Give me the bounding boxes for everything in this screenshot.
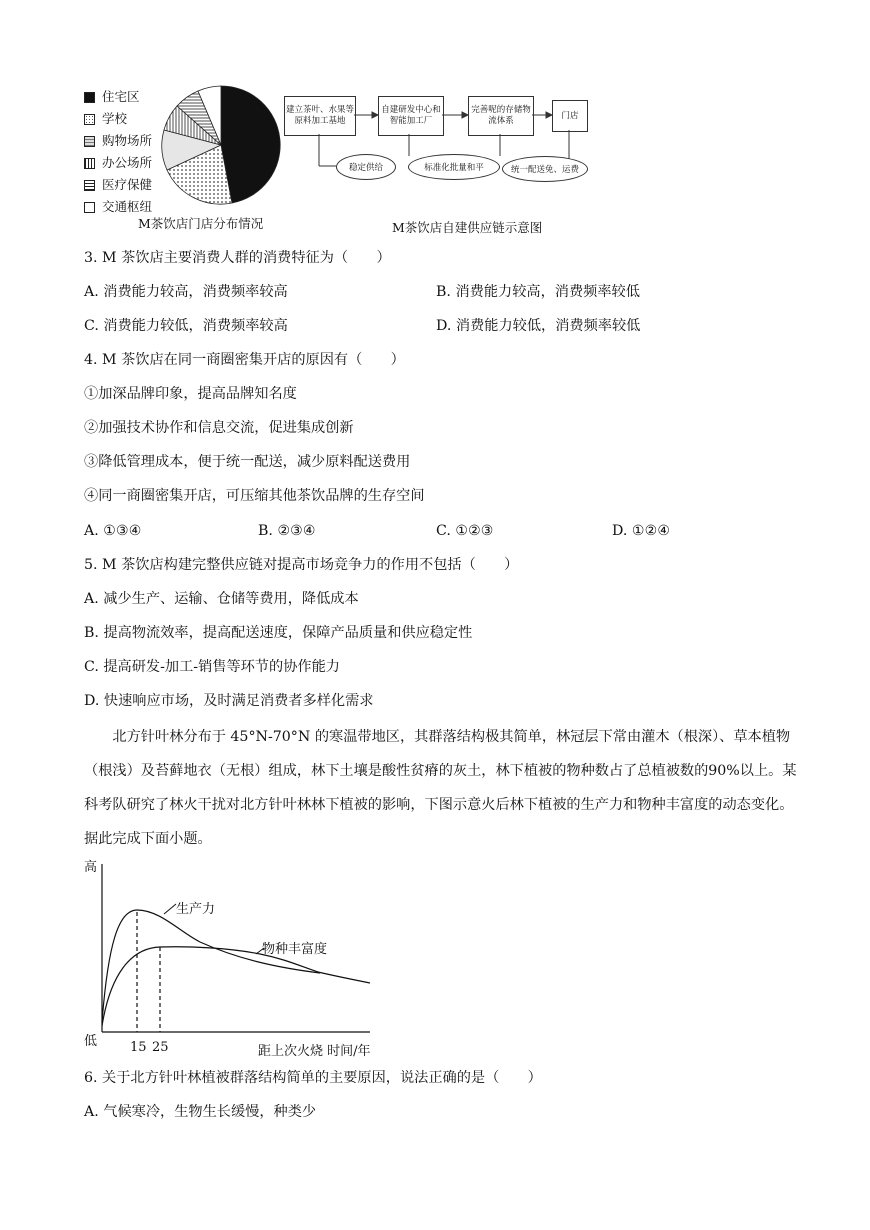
q4-option-a: A. ①③④ <box>84 523 142 539</box>
supply-chain-diagram <box>284 92 604 192</box>
q4-option-c: C. ①②③ <box>436 523 494 539</box>
series-productivity-line <box>102 910 320 1022</box>
x-axis-label: 距上次火烧 时间/年 <box>258 1044 371 1059</box>
flow-ellipse-standard: 标准化批量和平 <box>408 154 500 180</box>
flow-box-store: 门店 <box>552 100 588 132</box>
q3-option-b: B. 消费能力较高，消费频率较低 <box>436 284 640 300</box>
q5-option-c: C. 提高研发-加工-销售等环节的协作能力 <box>84 659 340 675</box>
q4-statement-4: ④同一商圈密集开店，可压缩其他茶饮品牌的生存空间 <box>84 488 425 504</box>
x-tick-25: 25 <box>152 1040 169 1055</box>
q4-stem: 4. M 茶饮店在同一商圈密集开店的原因有（ ） <box>84 352 405 368</box>
q4-statement-2: ②加强技术协作和信息交流，促进集成创新 <box>84 420 354 436</box>
productivity-leader <box>164 904 176 914</box>
q4-option-b: B. ②③④ <box>258 523 316 539</box>
legend-swatch <box>84 136 95 147</box>
legend-label: 住宅区 <box>102 89 140 104</box>
flow-ellipse-supply: 稳定供给 <box>336 154 396 180</box>
series-label-richness: 物种丰富度 <box>262 942 328 957</box>
q6-option-a: A. 气候寒冷，生物生长缓慢，种类少 <box>84 1104 317 1120</box>
q4-statement-1: ①加深品牌印象，提高品牌知名度 <box>84 386 297 402</box>
y-label-high: 高 <box>84 860 98 875</box>
legend-swatch <box>84 158 95 169</box>
flow-box-logistics: 完善呢的存储物流体系 <box>468 96 534 136</box>
legend-item <box>84 130 152 152</box>
q6-stem: 6. 关于北方针叶林植被群落结构简单的主要原因，说法正确的是（ ） <box>84 1070 542 1086</box>
legend-item <box>84 174 152 196</box>
q5-stem: 5. M 茶饮店构建完整供应链对提高市场竞争力的作用不包括（ ） <box>84 557 519 573</box>
q5-option-a: A. 减少生产、运输、仓储等费用，降低成本 <box>84 591 359 607</box>
pie-chart <box>160 84 282 206</box>
legend-label: 交通枢纽 <box>102 199 153 214</box>
legend-label: 办公场所 <box>102 155 153 170</box>
q4-option-d: D. ①②④ <box>612 523 671 539</box>
passage: 北方针叶林分布于 45°N-70°N 的寒温带地区，其群落结构极其简单，林冠层下常由灌木（根深）、草本植物（根浅）及苔藓地衣（无根）组成，林下土壤是酸性贫瘠的灰土，林下植被的物种数占了总植被数的90%以上。某科考队研究了林火干扰对北方针叶林林下植被的影响，下图示意火后林下植被的生产力和物种丰富度的动态变化。据此完成下面小题。 <box>84 729 797 847</box>
x-tick-15: 15 <box>130 1040 147 1055</box>
series-richness-line <box>102 947 370 1026</box>
flow-ellipse-delivery: 统一配送免、运费 <box>502 156 588 182</box>
y-label-low: 低 <box>84 1034 98 1049</box>
line-chart <box>80 856 380 1056</box>
q3-option-c: C. 消费能力较低，消费频率较高 <box>84 318 288 334</box>
legend-label: 学校 <box>102 111 128 126</box>
flow-caption: M茶饮店自建供应链示意图 <box>392 220 543 235</box>
flow-box-rnd: 自建研发中心和智能加工厂 <box>378 96 444 136</box>
legend-label: 医疗保健 <box>102 177 153 192</box>
legend-swatch <box>84 92 95 103</box>
legend-item <box>84 108 152 130</box>
legend-item <box>84 86 152 108</box>
q5-option-b: B. 提高物流效率，提高配送速度，保障产品质量和供应稳定性 <box>84 625 473 641</box>
legend-swatch <box>84 114 95 125</box>
q3-option-d: D. 消费能力较低，消费频率较低 <box>436 318 641 334</box>
flow-box-base: 建立茶叶、水果等原料加工基地 <box>284 96 356 136</box>
pie-legend <box>84 86 152 218</box>
q4-statement-3: ③降低管理成本，便于统一配送，减少原料配送费用 <box>84 454 411 470</box>
pie-caption: M茶饮店门店分布情况 <box>138 216 264 231</box>
q3-option-a: A. 消费能力较高，消费频率较高 <box>84 284 288 300</box>
legend-label: 购物场所 <box>102 133 153 148</box>
legend-swatch <box>84 202 95 213</box>
q5-option-d: D. 快速响应市场，及时满足消费者多样化需求 <box>84 693 374 709</box>
series-label-productivity: 生产力 <box>176 902 216 917</box>
legend-item <box>84 152 152 174</box>
pie-slice-residential <box>221 86 280 203</box>
legend-swatch <box>84 180 95 191</box>
q3-stem: 3. M 茶饮店主要消费人群的消费特征为（ ） <box>84 250 391 266</box>
